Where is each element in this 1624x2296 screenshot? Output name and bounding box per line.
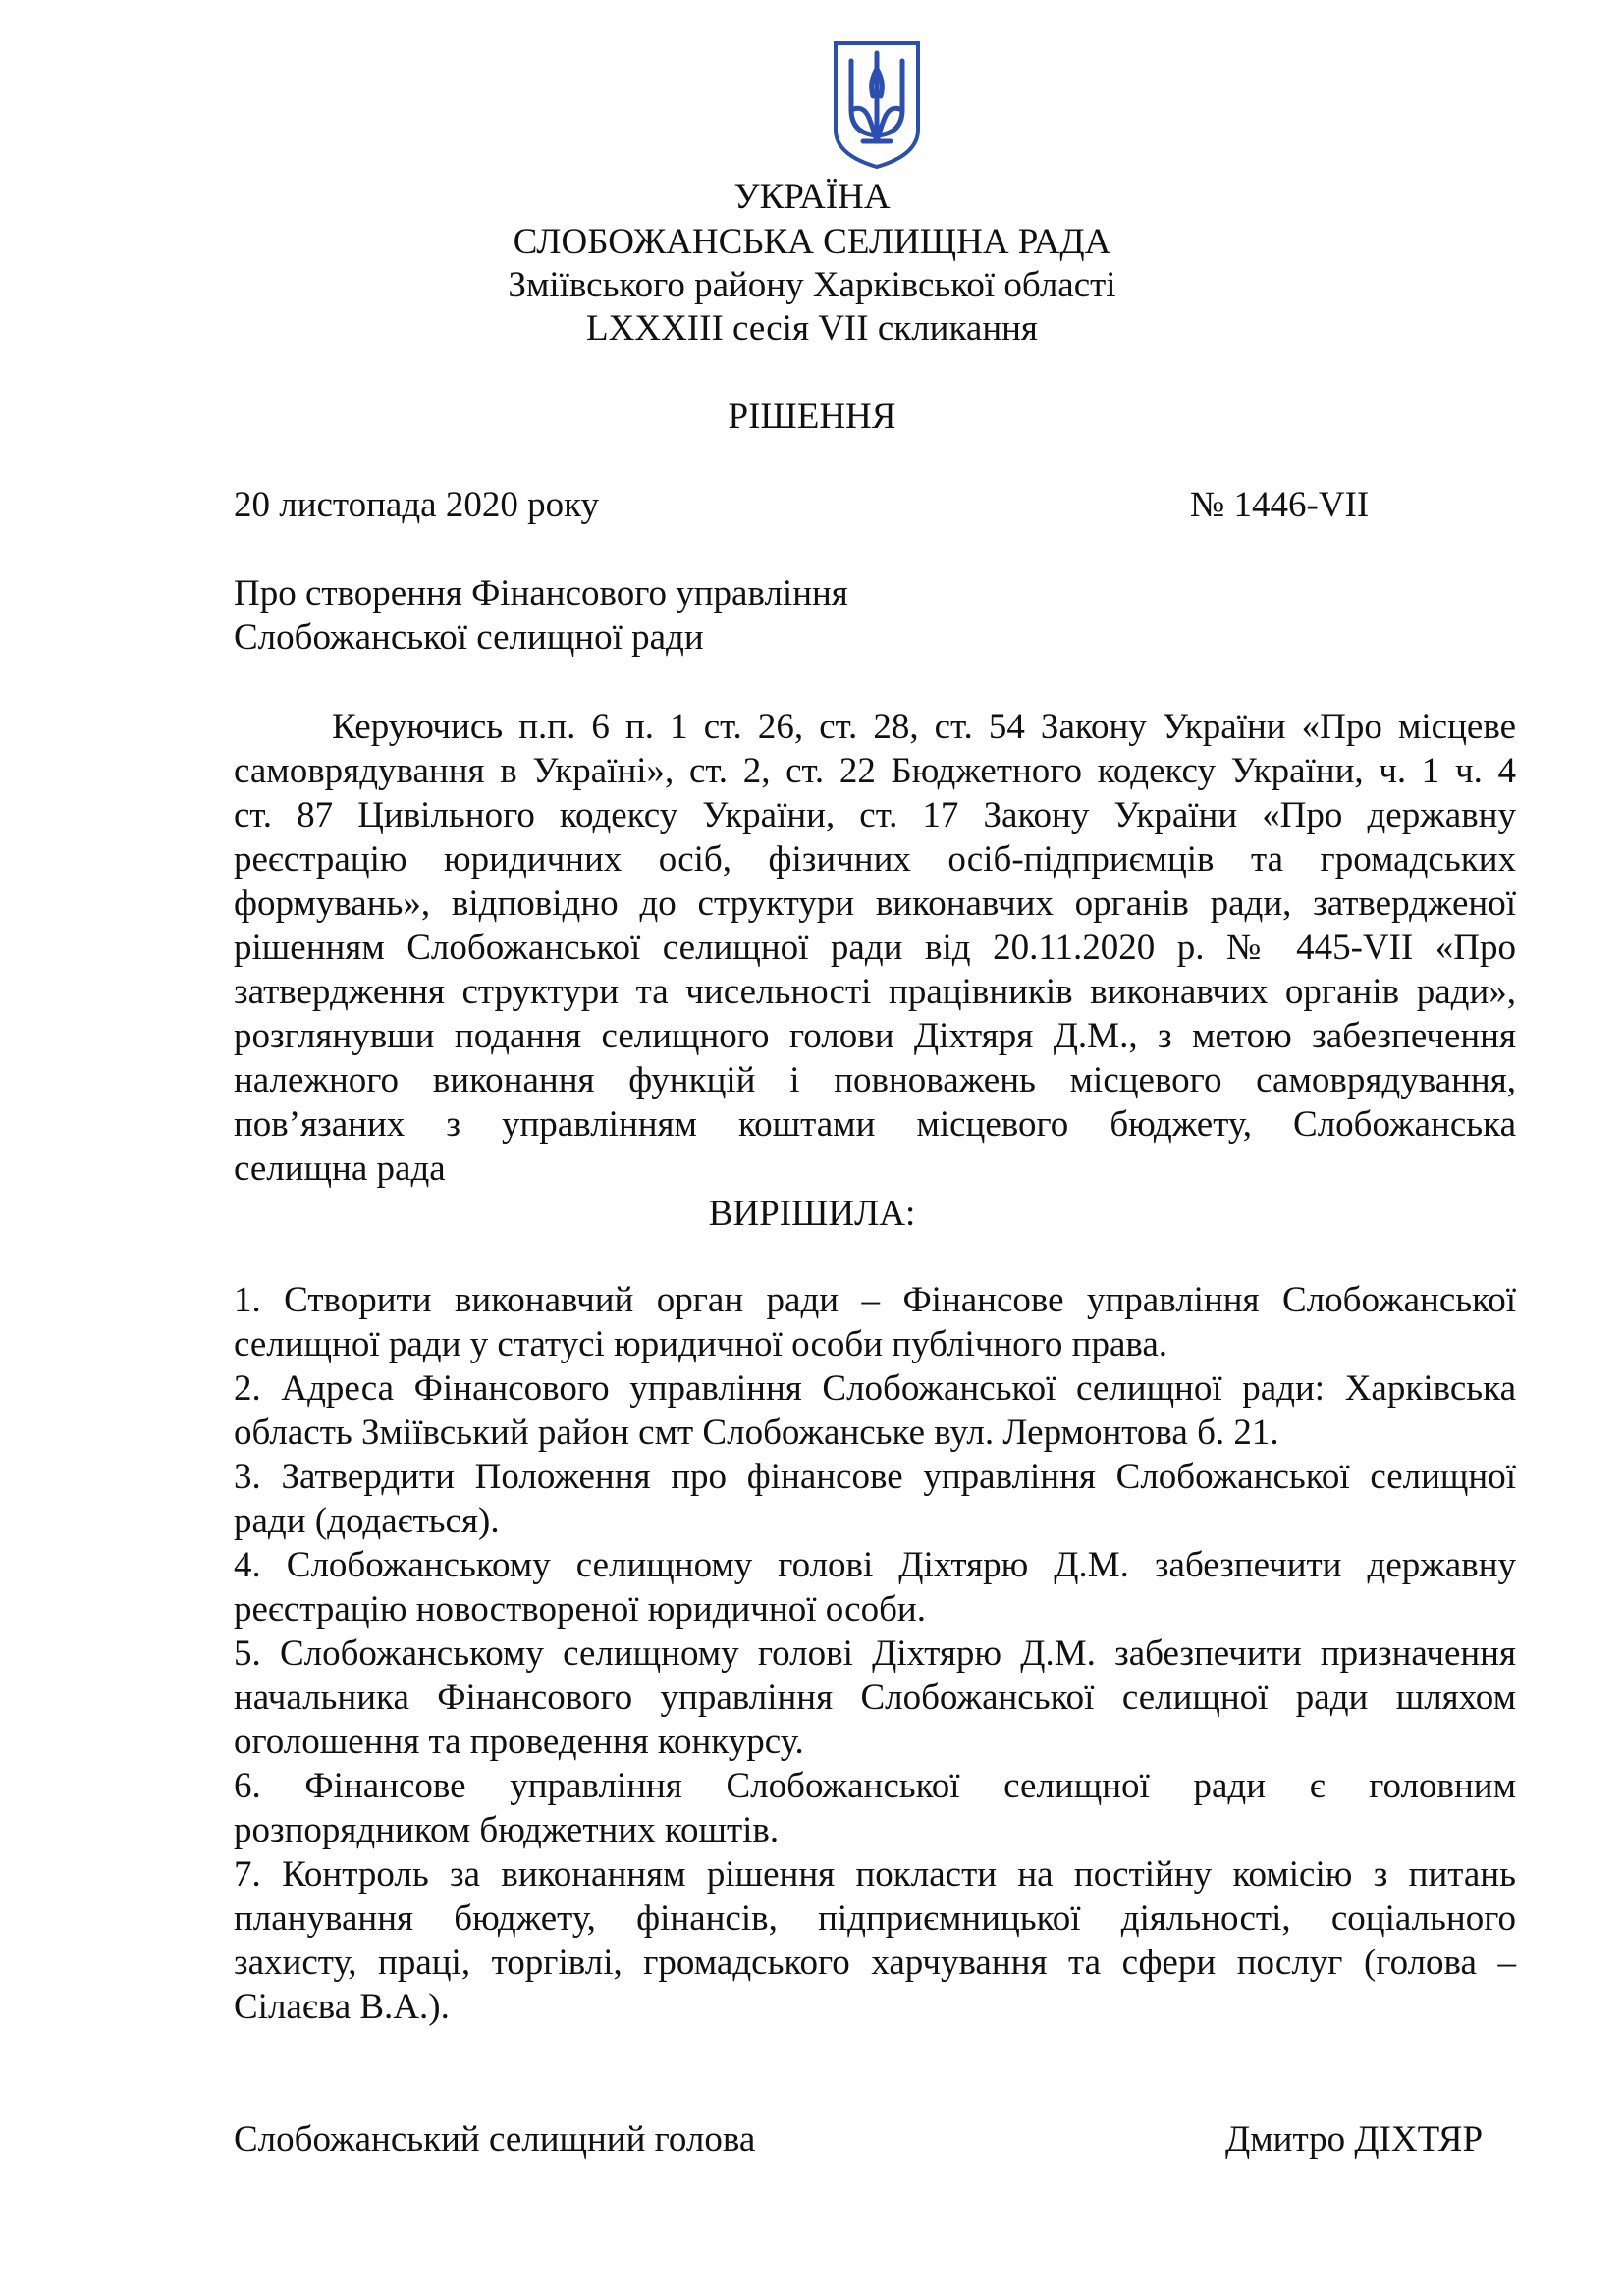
signature-name: Дмитро ДІХТЯР	[1225, 2119, 1484, 2160]
header-council: СЛОБОЖАНСЬКА СЕЛИЩНА РАДА	[513, 222, 1111, 262]
preamble-line: рішенням Слобожанської селищної ради від 20.11.2020 р. № 445-VII «Про	[234, 928, 1516, 968]
decision-number: № 1446-VII	[1190, 485, 1370, 525]
resolved-heading: ВИРІШИЛА:	[708, 1194, 916, 1234]
preamble	[234, 705, 1516, 1191]
preamble-line: формувань», відповідно до структури виконавчих органів ради, затвердженої	[234, 883, 1516, 924]
item-4-line: реєстрацію новоствореної юридичної особи.	[234, 1589, 926, 1629]
preamble-line: селищна рада	[234, 1148, 446, 1189]
item-7-line: захисту, праці, торгівлі, громадського харчування та сфери послуг (голова –	[234, 1943, 1516, 1983]
item-2-line: область Зміївський район смт Слобожанське вул. Лермонтова б. 21.	[234, 1413, 1279, 1453]
item-5-line: начальника Фінансового управління Слобожанської селищної ради шляхом	[234, 1678, 1516, 1718]
item-7-line: Сілаєва В.А.).	[234, 1987, 450, 2027]
item-1-line: 1. Створити виконавчий орган ради – Фінансове управління Слобожанської	[234, 1280, 1516, 1320]
decision-subject	[234, 571, 1117, 660]
preamble-line: належного виконання функцій і повноважень місцевого самоврядування,	[234, 1060, 1516, 1100]
subject-line: Про створення Фінансового управління	[234, 573, 848, 614]
preamble-line: реєстрацію юридичних осіб, фізичних осіб-підприємців та громадських	[234, 839, 1516, 880]
preamble-line: ст. 87 Цивільного кодексу України, ст. 17 Закону України «Про державну	[234, 795, 1516, 835]
item-6-line: розпорядником бюджетних коштів.	[234, 1810, 780, 1850]
item-6-line: 6. Фінансове управління Слобожанської селищної ради є головним	[234, 1766, 1516, 1806]
item-2-line: 2. Адреса Фінансового управління Слобожанської селищної ради: Харківська	[234, 1368, 1516, 1409]
preamble-line: розглянувши подання селищного голови Діхтяря Д.М., з метою забезпечення	[234, 1016, 1516, 1056]
item-1-line: селищної ради у статусі юридичної особи публічного права.	[234, 1324, 1168, 1364]
header-district: Зміївського району Харківської області	[508, 265, 1116, 305]
item-7-line: 7. Контроль за виконанням рішення покласти на постійну комісію з питань	[234, 1854, 1516, 1895]
subject-line: Слобожанської селищної ради	[234, 617, 704, 658]
item-3-line: 3. Затвердити Положення про фінансове управління Слобожанської селищної	[234, 1457, 1516, 1497]
item-5-line: оголошення та проведення конкурсу.	[234, 1722, 804, 1762]
item-7-line: планування бюджету, фінансів, підприємницької діяльності, соціального	[234, 1898, 1516, 1939]
preamble-line: затвердження структури та чисельності працівників виконавчих органів ради»,	[234, 972, 1516, 1012]
item-4-line: 4. Слобожанському селищному голові Діхтярю Д.М. забезпечити державну	[234, 1545, 1516, 1585]
item-3-line: ради (додається).	[234, 1501, 500, 1541]
item-5-line: 5. Слобожанському селищному голові Діхтярю Д.М. забезпечити призначення	[234, 1633, 1516, 1674]
header-session: LXXXIII сесія VII скликання	[586, 308, 1038, 348]
header-country: УКРАЇНА	[733, 177, 891, 217]
preamble-line: пов’язаних з управлінням коштами місцевого бюджету, Слобожанська	[234, 1104, 1516, 1145]
decision-title: РІШЕННЯ	[728, 397, 896, 437]
preamble-line: самоврядування в Україні», ст. 2, ст. 22 Бюджетного кодексу України, ч. 1 ч. 4	[234, 751, 1516, 791]
trident-coat-of-arms-icon	[830, 39, 924, 171]
decision-items	[234, 1278, 1516, 2029]
preamble-line: Керуючись п.п. 6 п. 1 ст. 26, ст. 28, ст. 54 Закону України «Про місцеве	[332, 707, 1516, 747]
signature-position: Слобожанський селищний голова	[234, 2119, 756, 2160]
decision-date: 20 листопада 2020 року	[234, 485, 600, 525]
